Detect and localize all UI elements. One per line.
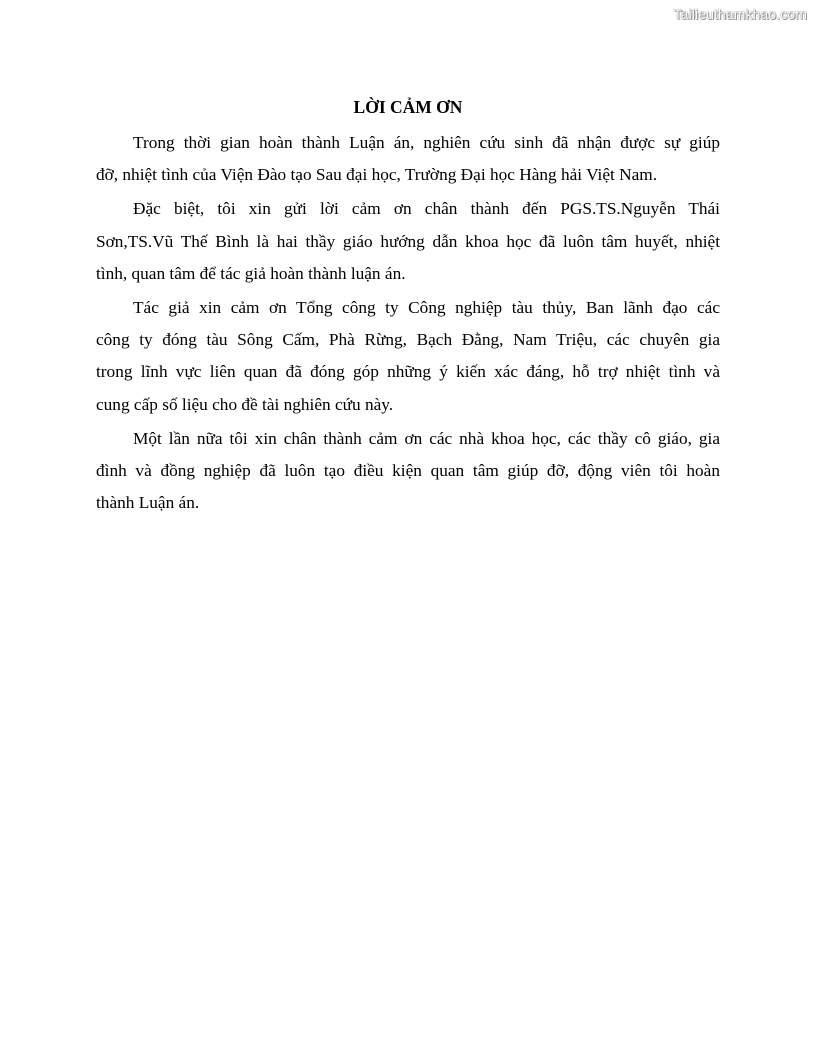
page-title: LỜI CẢM ƠN [353,97,463,117]
text-line: Một lần nữa tôi xin chân thành cảm ơn các nhà khoa học, các thầy cô giáo, gia [133,428,720,448]
text-line: thành Luận án. [96,493,200,513]
text-line: đình và đồng nghiệp đã luôn tạo điều kiện quan tâm giúp đỡ, động viên tôi hoàn [96,460,720,480]
paragraph-2 [96,193,720,290]
text-line: Tác giả xin cảm ơn Tổng công ty Công nghiệp tàu thủy, Ban lãnh đạo các [133,297,720,317]
text-line: công ty đóng tàu Sông Cấm, Phà Rừng, Bạch Đằng, Nam Triệu, các chuyên gia [96,330,720,350]
watermark: Tailieuthamkhao.com [673,6,807,22]
paragraph-4 [96,423,720,520]
text-line: Sơn,TS.Vũ Thế Bình là hai thầy giáo hướng dẫn khoa học đã luôn tâm huyết, nhiệt [96,231,720,251]
text-line: cung cấp số liệu cho đề tài nghiên cứu này. [96,394,394,414]
document-page [96,96,720,521]
paragraph-1 [96,127,720,191]
text-line: đỡ, nhiệt tình của Viện Đào tạo Sau đại học, Trường Đại học Hàng hải Việt Nam. [96,165,658,185]
text-line: tình, quan tâm để tác giả hoàn thành luận án. [96,263,406,283]
text-line: trong lĩnh vực liên quan đã đóng góp những ý kiến xác đáng, hỗ trợ nhiệt tình và [96,362,720,382]
paragraph-3 [96,292,720,421]
text-line: Trong thời gian hoàn thành Luận án, nghiên cứu sinh đã nhận được sự giúp [133,133,720,152]
text-line: Đặc biệt, tôi xin gửi lời cảm ơn chân thành đến PGS.TS.Nguyễn Thái [133,199,720,219]
